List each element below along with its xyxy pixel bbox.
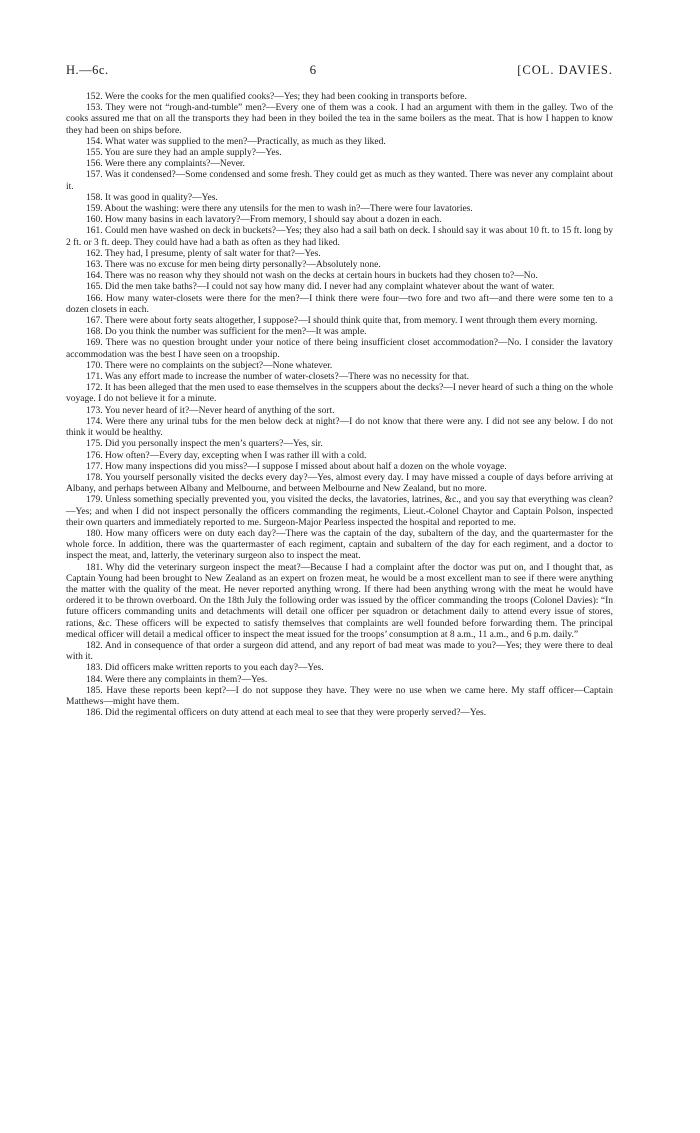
paragraph-172: 172. It has been alleged that the men used to ease themselves in the scuppers about the decks?—I never heard of such a thing on the whole voyage. I do not believe it for a minute. <box>66 383 613 405</box>
paragraph-185: 185. Have these reports been kept?—I do not suppose they have. They were no use when we came here. My staff officer—Captain Matthews—might have them. <box>66 685 613 707</box>
paragraph-162: 162. They had, I presume, plenty of salt water for that?—Yes. <box>86 248 321 259</box>
paragraph-158: 158. It was good in quality?—Yes. <box>86 192 218 203</box>
paragraph-153: 153. They were not “rough-and-tumble” men?—Every one of them was a cook. I had an argument with them in the galley. Two of the cooks assured me that on all the transports they had been in they boiled the tea in the same boilers as the meat. That is how I happen to know they had been on ships before. <box>66 103 613 136</box>
paragraph-157: 157. Was it condensed?—Some condensed and some fresh. They could get as much as they wanted. There was never any complaint about it. <box>66 170 613 192</box>
paragraph-152: 152. Were the cooks for the men qualified cooks?—Yes; they had been cooking in transports before. <box>86 92 467 102</box>
page-number: 6 <box>309 62 317 77</box>
paragraph-171: 171. Was any effort made to increase the number of water-closets?—There was no necessity for that. <box>86 372 470 383</box>
testimony-body <box>66 92 613 719</box>
paragraph-179: 179. Unless something specially prevented you, you visited the decks, the lavatories, latrines, &c., and you say that everything was clean?—Yes; and when I did not inspect personally the officers commanding the regiments, Lieut.-Colonel Chaytor and Captain Polson, inspected their own quarters and immediately reported to me. Surgeon-Major Pearless inspected the hospital and reported to me. <box>66 495 613 528</box>
paragraph-163: 163. There was no excuse for men being dirty personally?—Absolutely none. <box>86 260 381 271</box>
paragraph-174: 174. Were there any urinal tubs for the men below deck at night?—I do not know that there were any. I did not see any below. I do not think it would be healthy. <box>66 416 613 439</box>
paragraph-154: 154. What water was supplied to the men?—Practically, as much as they liked. <box>86 136 386 147</box>
paragraph-166: 166. How many water-closets were there for the men?—I think there were four—two fore and two aft—and there were some ten to a dozen closets in each. <box>66 293 613 315</box>
paragraph-180: 180. How many officers were on duty each day?—There was the captain of the day, subaltern of the day, and the quartermaster for the whole force. In addition, there was the quartermaster of each regiment, captain and subaltern of the day for each regiment, and a doctor to inspect the meat, and, latterly, the veterinary surgeon also to inspect the meat. <box>66 528 613 562</box>
paragraph-173: 173. You never heard of it?—Never heard of anything of the sort. <box>86 405 335 416</box>
document-page <box>66 62 613 719</box>
paragraph-181: 181. Why did the veterinary surgeon inspect the meat?—Because I had a complaint after the doctor was put on, and I thought that, as Captain Young had been brought to New Zealand as an expert on frozen meat, he would be a most excellent man to see if there were anything the matter with the quality of the meat. He never reported anything wrong. If there had been anything wrong with the meat he would have ordered it to be thrown overboard. On the 18th July the following order was issued by the officer commanding the troops (Colonel Davies): “In future officers commanding units and detachments will detail one officer per squadron or detachment daily to attend every issue of stores, rations, &c. These officers will be expected to satisfy themselves that complaints are well founded before forwarding them. The principal medical officer will detail a medical officer to inspect the meat issued for the troops’ consumption at 8 a.m., 11 a.m., and 6 p.m. daily.” <box>66 562 613 640</box>
paragraph-160: 160. How many basins in each lavatory?—From memory, I should say about a dozen in each. <box>86 215 442 226</box>
paragraph-156: 156. Were there any complaints?—Never. <box>86 159 245 170</box>
paragraph-184: 184. Were there any complaints in them?—Yes. <box>86 674 268 685</box>
paragraph-169: 169. There was no question brought under your notice of there being insufficient closet accommodation?—No. I consider the lavatory accommodation was the best I have seen on a troopship. <box>66 338 613 360</box>
page-header <box>66 62 613 78</box>
paragraph-159: 159. About the washing: were there any utensils for the men to wash in?—There were four lavatories. <box>86 204 473 215</box>
document-reference: H.—6c. <box>66 63 109 77</box>
paragraph-183: 183. Did officers make written reports to you each day?—Yes. <box>86 663 324 674</box>
paragraph-182: 182. And in consequence of that order a surgeon did attend, and any report of bad meat was made to you?—Yes; they were there to deal with it. <box>66 640 613 663</box>
paragraph-167: 167. There were about forty seats altogether, I suppose?—I should think quite that, from memory. I went through them every morning. <box>86 316 598 327</box>
paragraph-170: 170. There were no complaints on the subject?—None whatever. <box>86 360 333 371</box>
paragraph-164: 164. There was no reason why they should not wash on the decks at certain hours in buckets had they chosen to?—No. <box>86 271 538 282</box>
paragraph-177: 177. How many inspections did you miss?—I suppose I missed about about half a dozen on the whole voyage. <box>86 461 507 472</box>
paragraph-186: 186. Did the regimental officers on duty attend at each meal to see that they were properly served?—Yes. <box>86 708 487 719</box>
witness-name: [COL. DAVIES. <box>517 63 613 77</box>
paragraph-155: 155. You are sure they had an ample supply?—Yes. <box>86 148 282 159</box>
paragraph-178: 178. You yourself personally visited the decks every day?—Yes, almost every day. I may have missed a couple of days before arriving at Albany, and perhaps between Albany and Melbourne, and between Melbourne and New Zealand, but no more. <box>66 472 613 495</box>
paragraph-168: 168. Do you think the number was sufficient for the men?—It was ample. <box>86 327 367 338</box>
paragraph-176: 176. How often?—Every day, excepting when I was rather ill with a cold. <box>86 450 367 461</box>
paragraph-161: 161. Could men have washed on deck in buckets?—Yes; they also had a sail bath on deck. I should say it was about 10 ft. to 15 ft. long by 2 ft. or 3 ft. deep. They could have had a bath as often as they had liked. <box>66 226 613 248</box>
paragraph-175: 175. Did you personally inspect the men’s quarters?—Yes, sir. <box>86 439 323 450</box>
paragraph-165: 165. Did the men take baths?—I could not say how many did. I never had any complaint whatever about the want of water. <box>86 282 555 293</box>
